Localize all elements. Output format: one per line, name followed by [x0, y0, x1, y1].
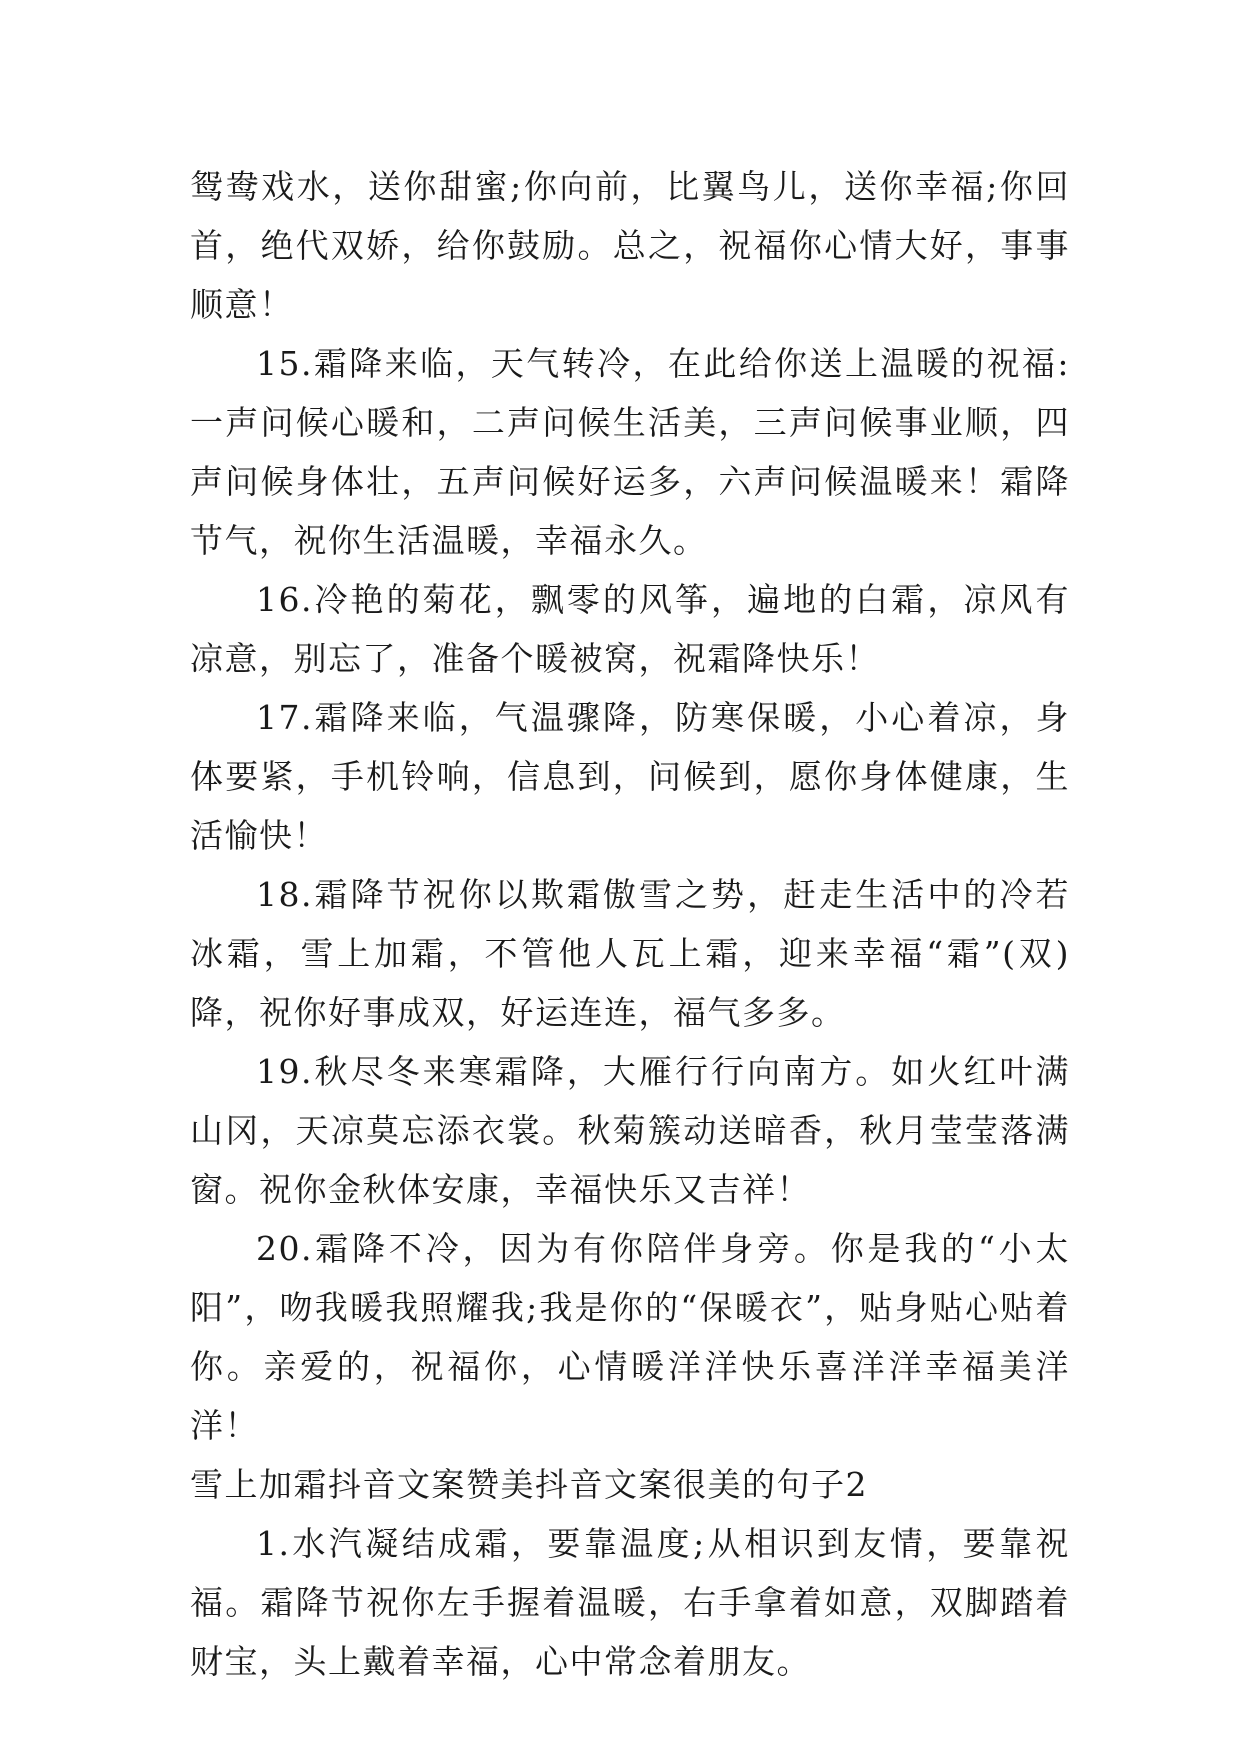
- paragraph-item-15: 15.霜降来临，天气转冷，在此给你送上温暖的祝福:一声问候心暖和，二声问候生活美，三声问候事业顺，四声问候身体壮，五声问候好运多，六声问候温暖来！霜降节气，祝你生活温暖，幸福永久。: [190, 344, 1070, 560]
- paragraph-item-1: 1.水汽凝结成霜，要靠温度;从相识到友情，要靠祝福。霜降节祝你左手握着温暖，右手拿着如意，双脚踏着财宝，头上戴着幸福，心中常念着朋友。: [190, 1524, 1070, 1681]
- paragraph-item-16: 16.冷艳的菊花，飘零的风筝，遍地的白霜，凉风有凉意，别忘了，准备个暖被窝，祝霜降快乐！: [190, 580, 1070, 678]
- paragraph-item-19: 19.秋尽冬来寒霜降，大雁行行向南方。如火红叶满山冈，天凉莫忘添衣裳。秋菊簇动送暗香，秋月莹莹落满窗。祝你金秋体安康，幸福快乐又吉祥！: [190, 1052, 1070, 1209]
- paragraph-item-20: 20.霜降不冷，因为有你陪伴身旁。你是我的“小太阳”，吻我暖我照耀我;我是你的“保暖衣”，贴身贴心贴着你。亲爱的，祝福你，心情暖洋洋快乐喜洋洋幸福美洋洋！: [190, 1229, 1070, 1445]
- paragraph-item-18: 18.霜降节祝你以欺霜傲雪之势，赶走生活中的冷若冰霜，雪上加霜，不管他人瓦上霜，迎来幸福“霜”(双)降，祝你好事成双，好运连连，福气多多。: [190, 875, 1070, 1032]
- paragraph-continuation: 鸳鸯戏水，送你甜蜜;你向前，比翼鸟儿，送你幸福;你回首，绝代双娇，给你鼓励。总之，祝福你心情大好，事事顺意！: [190, 167, 1070, 324]
- document-body: [190, 157, 1070, 1691]
- paragraph-item-17: 17.霜降来临，气温骤降，防寒保暖，小心着凉，身体要紧，手机铃响，信息到，问候到，愿你身体健康，生活愉快！: [190, 698, 1070, 855]
- section-heading: 雪上加霜抖音文案赞美抖音文案很美的句子2: [190, 1465, 868, 1504]
